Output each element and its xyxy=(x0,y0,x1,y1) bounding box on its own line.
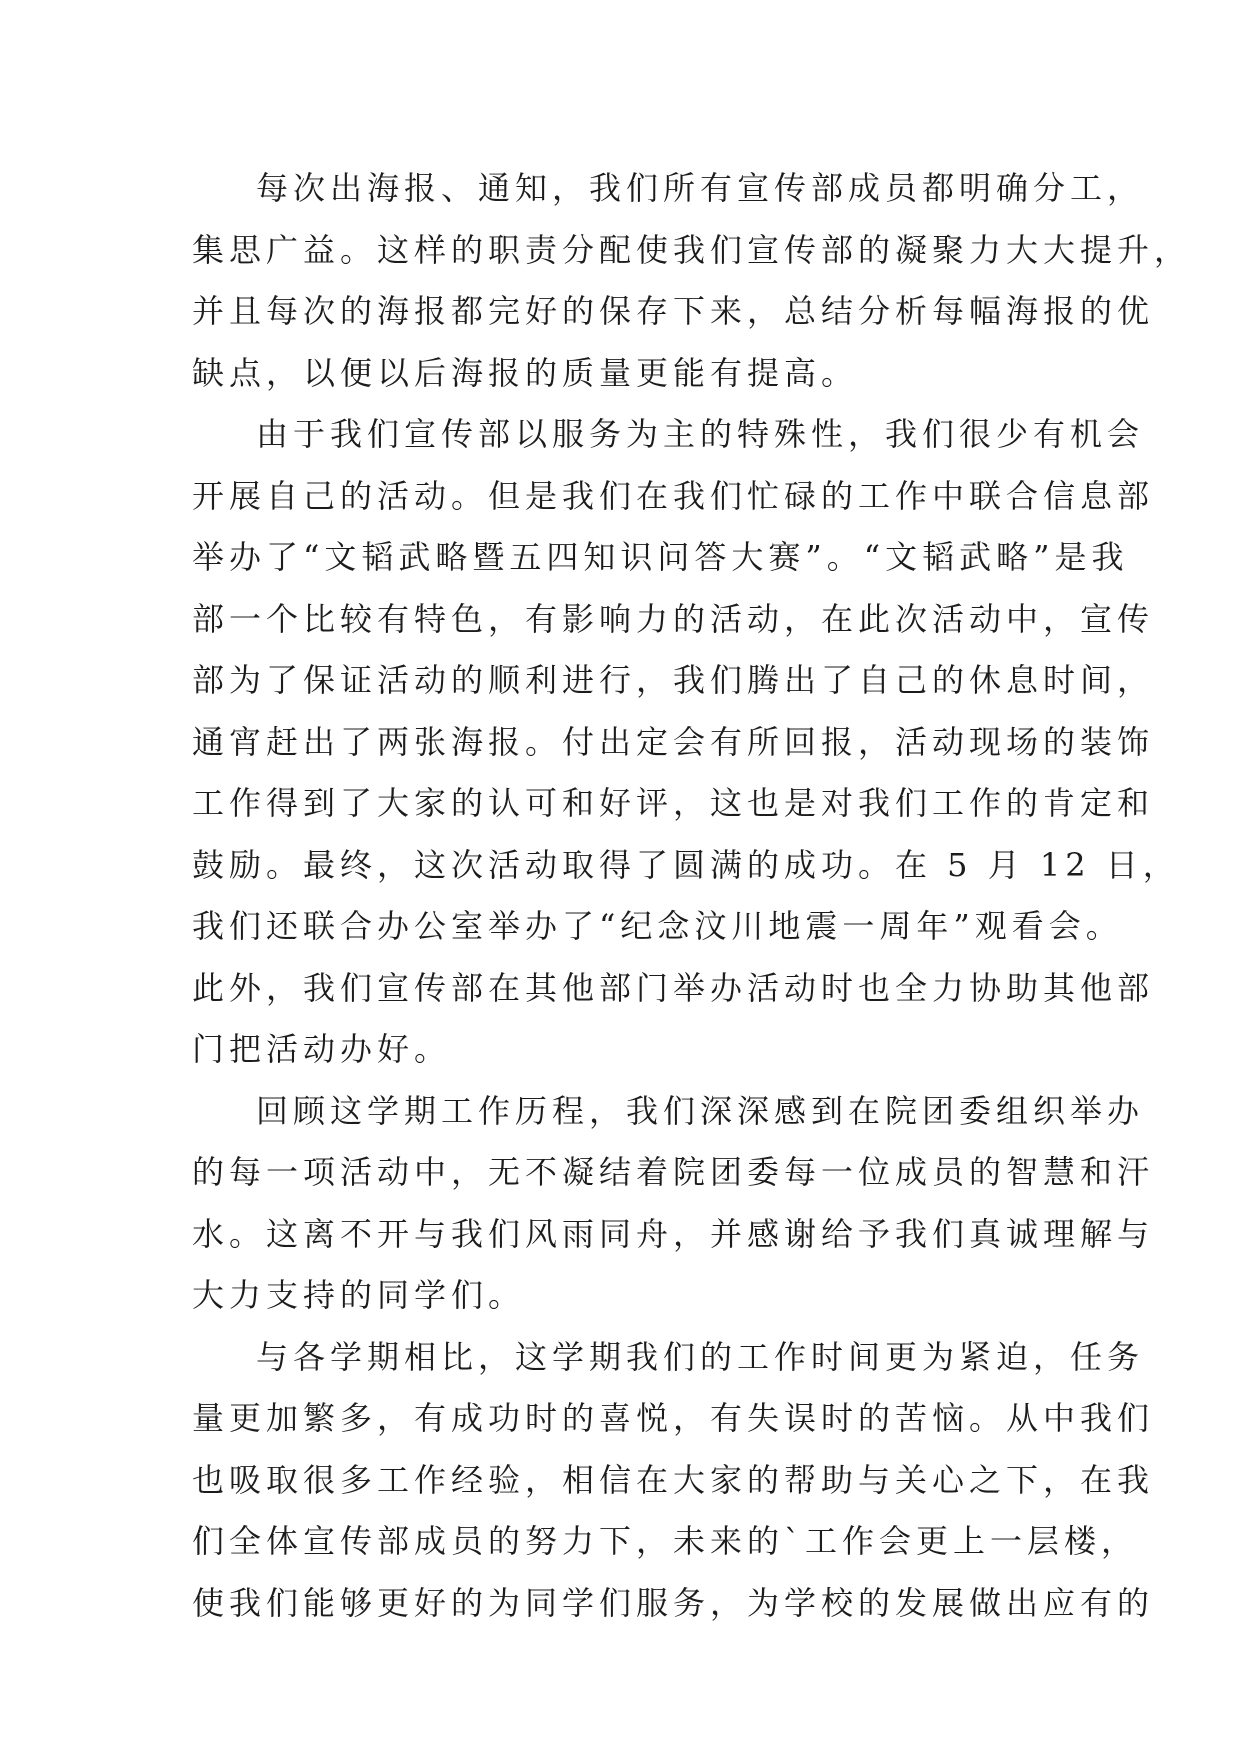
paragraph-line: 也吸取很多工作经验，相信在大家的帮助与关心之下，在我 xyxy=(192,1460,1155,1499)
paragraph-line: 由于我们宣传部以服务为主的特殊性，我们很少有机会 xyxy=(256,415,1145,453)
paragraph-line: 使我们能够更好的为同学们服务，为学校的发展做出应有的 xyxy=(192,1583,1155,1622)
paragraph-2 xyxy=(192,404,1180,1081)
paragraph-line: 工作得到了大家的认可和好评，这也是对我们工作的肯定和 xyxy=(192,784,1155,822)
paragraph-1 xyxy=(192,158,1192,404)
paragraph-line: 鼓励。最终，这次活动取得了圆满的成功。在 5 月 12 日， xyxy=(192,845,1180,884)
paragraph-line: 此外，我们宣传部在其他部门举办活动时也全力协助其他部 xyxy=(192,968,1155,1007)
paragraph-line: 部一个比较有特色，有影响力的活动，在此次活动中，宣传 xyxy=(192,599,1155,638)
paragraph-line: 每次出海报、通知，我们所有宣传部成员都明确分工， xyxy=(256,169,1145,207)
document-body xyxy=(192,158,1192,1634)
paragraph-line: 开展自己的活动。但是我们在我们忙碌的工作中联合信息部 xyxy=(192,476,1155,515)
paragraph-line: 的每一项活动中，无不凝结着院团委每一位成员的智慧和汗 xyxy=(192,1153,1155,1191)
paragraph-3 xyxy=(192,1081,1155,1327)
paragraph-line: 缺点，以便以后海报的质量更能有提高。 xyxy=(192,353,859,392)
paragraph-line: 部为了保证活动的顺利进行，我们腾出了自己的休息时间， xyxy=(192,661,1155,699)
paragraph-line: 量更加繁多，有成功时的喜悦，有失误时的苦恼。从中我们 xyxy=(192,1399,1155,1437)
paragraph-line: 们全体宣传部成员的努力下，未来的`工作会更上一层楼， xyxy=(192,1522,1139,1560)
paragraph-line: 我们还联合办公室举办了“纪念汶川地震一周年”观看会。 xyxy=(192,907,1123,945)
paragraph-line: 通宵赶出了两张海报。付出定会有所回报，活动现场的装饰 xyxy=(192,722,1155,761)
paragraph-line: 并且每次的海报都完好的保存下来，总结分析每幅海报的优 xyxy=(192,292,1155,330)
paragraph-line: 回顾这学期工作历程，我们深深感到在院团委组织举办 xyxy=(256,1091,1145,1130)
paragraph-line: 大力支持的同学们。 xyxy=(192,1276,526,1314)
paragraph-line: 与各学期相比，这学期我们的工作时间更为紧迫，任务 xyxy=(256,1337,1145,1376)
paragraph-line: 门把活动办好。 xyxy=(192,1030,452,1068)
paragraph-4 xyxy=(192,1327,1155,1635)
paragraph-line: 举办了“文韬武略暨五四知识问答大赛”。“文韬武略”是我 xyxy=(192,538,1129,576)
paragraph-line: 集思广益。这样的职责分配使我们宣传部的凝聚力大大提升， xyxy=(192,230,1192,269)
paragraph-line: 水。这离不开与我们风雨同舟，并感谢给予我们真诚理解与 xyxy=(192,1214,1155,1253)
